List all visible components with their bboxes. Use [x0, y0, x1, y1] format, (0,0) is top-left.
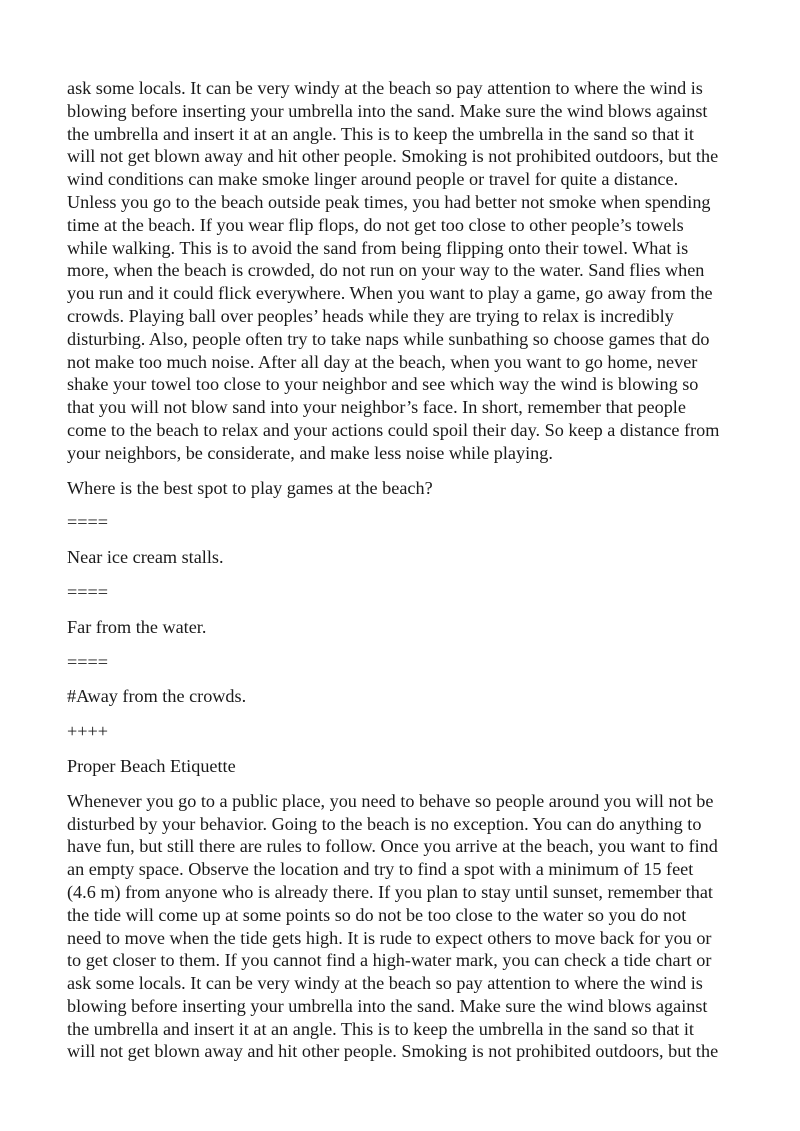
passage-line: ask some locals. It can be very windy at the beach so pay attention to where the wind is: [67, 973, 703, 994]
passage-line: disturbed by your behavior. Going to the beach is no exception. You can do anything to: [67, 813, 702, 834]
passage-line: will not get blown away and hit other people. Smoking is not prohibited outdoors, but the: [67, 146, 719, 167]
passage-line: more, when the beach is crowded, do not run on your way to the water. Sand flies when: [67, 260, 705, 281]
passage-line: come to the beach to relax and your actions could spoil their day. So keep a distance from: [67, 419, 720, 440]
passage-line: blowing before inserting your umbrella into the sand. Make sure the wind blows against: [67, 995, 708, 1016]
passage-line: time at the beach. If you wear flip flops, do not get too close to other people’s towels: [67, 214, 684, 235]
passage-line: an empty space. Observe the location and try to find a spot with a minimum of 15 feet: [67, 859, 694, 880]
passage-line: not make too much noise. After all day at the beach, when you want to go home, never: [67, 351, 698, 372]
passage-line: shake your towel too close to your neighbor and see which way the wind is blowing so: [67, 374, 699, 395]
passage-line: blowing before inserting your umbrella into the sand. Make sure the wind blows against: [67, 100, 708, 121]
passage-body: [67, 790, 747, 1064]
separator: ====: [67, 651, 109, 672]
passage-line: crowds. Playing ball over peoples’ heads while they are trying to relax is incredibly: [67, 305, 674, 326]
passage-line: the umbrella and insert it at an angle. This is to keep the umbrella in the sand so that it: [67, 123, 694, 144]
passage-line: wind conditions can make smoke linger around people or travel for quite a distance.: [67, 169, 679, 190]
passage-line: that you will not blow sand into your neighbor’s face. In short, remember that people: [67, 397, 686, 418]
separator: ====: [67, 512, 109, 533]
passage-line: (4.6 m) from anyone who is already there. If you plan to stay until sunset, remember that: [67, 881, 713, 902]
section-separator: ++++: [67, 721, 109, 742]
answer-option-3-correct: #Away from the crowds.: [67, 686, 247, 707]
passage-line: ask some locals. It can be very windy at the beach so pay attention to where the wind is: [67, 78, 703, 98]
passage-line: have fun, but still there are rules to follow. Once you arrive at the beach, you want to find: [67, 836, 718, 857]
passage-line: Whenever you go to a public place, you need to behave so people around you will not be: [67, 790, 714, 811]
passage-line: the umbrella and insert it at an angle. This is to keep the umbrella in the sand so that it: [67, 1018, 694, 1039]
passage-line: disturbing. Also, people often try to take naps while sunbathing so choose games that do: [67, 328, 710, 349]
question-text: Where is the best spot to play games at the beach?: [67, 477, 433, 498]
passage-line: will not get blown away and hit other people. Smoking is not prohibited outdoors, but the: [67, 1041, 719, 1062]
document-page: [67, 77, 747, 1075]
separator: ====: [67, 581, 109, 602]
passage-line: you run and it could flick everywhere. When you want to play a game, go away from the: [67, 283, 713, 304]
answer-option-1: Near ice cream stalls.: [67, 547, 224, 568]
passage-line: Unless you go to the beach outside peak times, you had better not smoke when spending: [67, 191, 711, 212]
passage-line: your neighbors, be considerate, and make less noise while playing.: [67, 442, 553, 463]
passage-line: to get closer to them. If you cannot find a high-water mark, you can check a tide chart or: [67, 950, 712, 971]
passage-line: while walking. This is to avoid the sand from being flipping onto their towel. What is: [67, 237, 689, 258]
passage-continuation: [67, 77, 747, 465]
passage-line: need to move when the tide gets high. It is rude to expect others to move back for you or: [67, 927, 712, 948]
article-title: Proper Beach Etiquette: [67, 755, 236, 776]
answer-option-2: Far from the water.: [67, 616, 207, 637]
passage-line: the tide will come up at some points so do not be too close to the water so you do not: [67, 904, 687, 925]
